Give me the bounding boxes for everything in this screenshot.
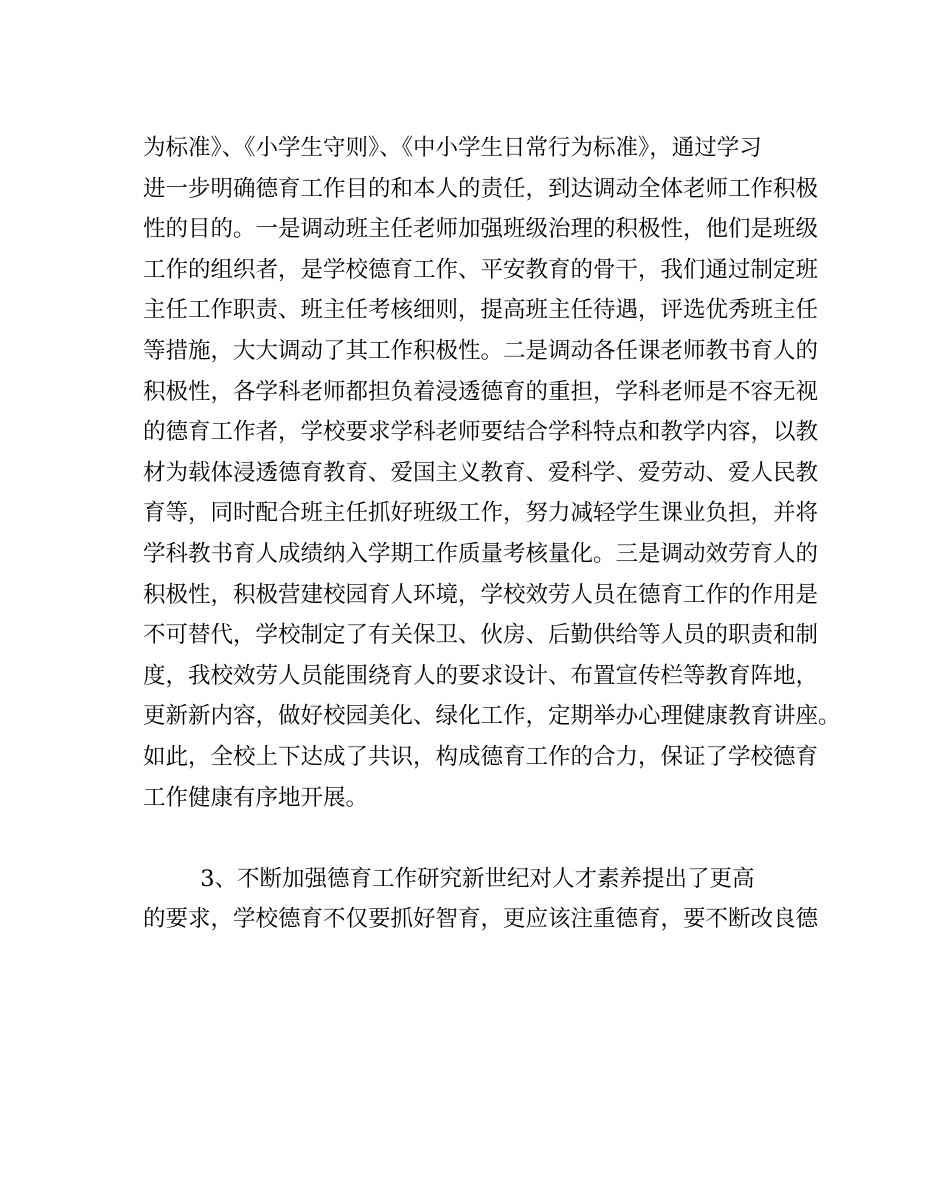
text-line: 学科教书育人成绩纳入学期工作质量考核量化。三是调动效劳育人的 [143,540,819,567]
text-line: 主任工作职责、班主任考核细则，提高班主任待遇，评选优秀班主任 [143,297,819,324]
text-line: 的要求，学校德育不仅要抓好智育，更应该注重德育，要不断改良德 [143,906,819,933]
text-line: 更新新内容，做好校园美化、绿化工作，定期举办心理健康教育讲座。 [143,703,841,730]
text-line: 性的目的。一是调动班主任老师加强班级治理的积极性，他们是班级 [143,216,819,243]
text-line: 积极性，各学科老师都担负着浸透德育的重担，学科老师是不容无视 [143,378,819,405]
text-line: 为标准》、《小学生守则》、《中小学生日常行为标准》，通过学习 [143,135,762,161]
text-line: 的德育工作者，学校要求学科老师要结合学科特点和教学内容，以教 [143,419,819,446]
text-line: 进一步明确德育工作目的和本人的责任，到达调动全体老师工作积极 [143,175,819,202]
text-line: 育等，同时配合班主任抓好班级工作，努力减轻学生课业负担，并将 [143,500,819,527]
text-line: 等措施，大大调动了其工作积极性。二是调动各任课老师教书育人的 [143,337,819,364]
text-line: 如此，全校上下达成了共识，构成德育工作的合力，保证了学校德育 [143,743,819,770]
text-line: 3、不断加强德育工作研究新世纪对人才素养提出了更高 [143,865,755,892]
text-line: 工作健康有序地开展。 [143,784,369,811]
text-line: 度，我校效劳人员能围绕育人的要求设计、布置宣传栏等教育阵地， [143,662,819,689]
text-line: 材为载体浸透德育教育、爱国主义教育、爱科学、爱劳动、爱人民教 [143,459,819,486]
text-line: 不可替代，学校制定了有关保卫、伙房、后勤供给等人员的职责和制 [143,622,819,649]
text-line: 工作的组织者，是学校德育工作、平安教育的骨干，我们通过制定班 [143,256,819,283]
text-line: 积极性，积极营建校园育人环境，学校效劳人员在德育工作的作用是 [143,581,819,608]
body-text [143,128,841,940]
paragraph-gap [143,818,813,859]
